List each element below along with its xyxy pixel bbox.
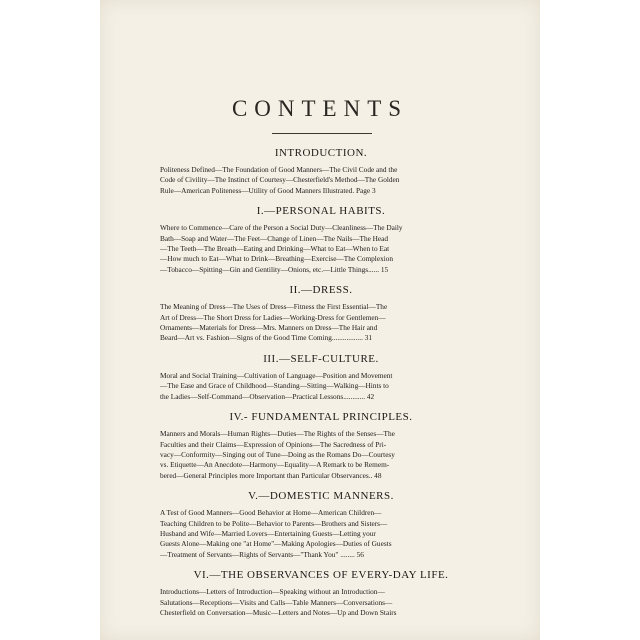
entry-line: —The Teeth—The Breath—Eating and Drinking—What to Eat—When to Eat xyxy=(160,244,390,254)
section-self-culture xyxy=(160,352,482,402)
section-heading: INTRODUCTION. xyxy=(274,147,368,159)
entry-line: A Test of Good Manners—Good Behavior at Home—American Children— xyxy=(160,508,382,518)
section-entry xyxy=(160,165,482,196)
section-entry xyxy=(160,508,482,560)
section-dress xyxy=(160,283,482,344)
entry-line: Teaching Children to be Polite—Behavior to Parents—Brothers and Sisters— xyxy=(160,518,388,528)
entry-line: Beard—Art vs. Fashion—Signs of the Good Time Coming................. 31 xyxy=(160,333,373,343)
section-heading: III.—SELF-CULTURE. xyxy=(263,352,379,365)
entry-line: Bath—Soap and Water—The Feet—Change of Linen—The Nails—The Head xyxy=(160,233,389,243)
entry-line: Manners and Morals—Human Rights—Duties—The Rights of the Senses—The xyxy=(160,429,395,439)
section-fundamental-principles xyxy=(160,410,482,481)
section-entry xyxy=(160,371,482,402)
entry-line: Ornaments—Materials for Dress—Mrs. Manners on Dress—The Hair and xyxy=(160,323,378,333)
section-heading: I.—PERSONAL HABITS. xyxy=(256,205,386,218)
entry-line: vs. Etiquette—An Anecdote—Harmony—Equality—A Remark to be Remem- xyxy=(160,460,390,470)
entry-line: Politeness Defined—The Foundation of Good Manners—The Civil Code and the xyxy=(160,165,398,174)
table-of-contents xyxy=(160,146,482,618)
entry-line: the Ladies—Self-Command—Observation—Practical Lessons............ 42 xyxy=(160,391,375,401)
entry-line: Husband and Wife—Married Lovers—Entertaining Guests—Letting your xyxy=(160,528,376,538)
entry-line: —The Ease and Grace of Childhood—Standing—Sitting—Walking—Hints to xyxy=(160,381,389,391)
entry-line: Code of Civility—The Instinct of Courtesy—Chesterfield's Method—The Golden xyxy=(160,175,400,185)
section-entry xyxy=(160,223,482,275)
section-domestic-manners xyxy=(160,489,482,560)
section-heading: IV.- FUNDAMENTAL PRINCIPLES. xyxy=(229,411,413,424)
book-page xyxy=(100,0,540,640)
entry-line: —Tobacco—Spitting—Gin and Gentility—Onions, etc.—Little Things...... 15 xyxy=(160,264,389,274)
entry-line: Moral and Social Training—Cultivation of Language—Position and Movement xyxy=(160,370,393,380)
section-entry xyxy=(160,429,482,481)
entry-line: Introductions—Letters of Introduction—Speaking without an Introduction— xyxy=(160,587,385,597)
entry-line: —How much to Eat—What to Drink—Breathing—Exercise—The Complexion xyxy=(160,254,394,264)
section-every-day-life xyxy=(160,568,482,618)
entry-line: Faculties and their Claims—Expression of Opinions—The Sacredness of Pri- xyxy=(160,439,387,449)
section-heading: II.—DRESS. xyxy=(289,284,353,297)
section-heading: VI.—THE OBSERVANCES OF EVERY-DAY LIFE. xyxy=(193,569,449,582)
section-entry xyxy=(160,587,482,618)
entry-line: Salutations—Receptions—Visits and Calls—Table Manners—Conversations— xyxy=(160,597,393,607)
entry-line: Rule—American Politeness—Utility of Good Manners Illustrated. Page 3 xyxy=(160,185,376,195)
entry-line: Chesterfield on Conversation—Music—Letters and Notes—Up and Down Stairs xyxy=(160,607,397,617)
section-personal-habits xyxy=(160,204,482,275)
entry-line: —Treatment of Servants—Rights of Servants—"Thank You" ........ 56 xyxy=(160,549,364,559)
entry-line: Where to Commence—Care of the Person a Social Duty—Cleanliness—The Daily xyxy=(160,223,403,233)
entry-line: vacy—Conformity—Singing out of Tune—Doing as the Romans Do—Courtesy xyxy=(160,449,395,459)
page-title: CONTENTS xyxy=(231,96,409,121)
entry-line: The Meaning of Dress—The Uses of Dress—Fitness the First Essential—The xyxy=(160,302,388,312)
entry-line: bered—General Principles more Important than Particular Observances.. 48 xyxy=(160,470,382,480)
title-rule xyxy=(272,133,372,134)
entry-line: Guests Alone—Making one "at Home"—Making Apologies—Duties of Guests xyxy=(160,539,392,549)
section-introduction xyxy=(160,146,482,196)
section-entry xyxy=(160,302,482,344)
section-heading: V.—DOMESTIC MANNERS. xyxy=(248,490,394,503)
entry-line: Art of Dress—The Short Dress for Ladies—Working-Dress for Gentlemen— xyxy=(160,312,386,322)
